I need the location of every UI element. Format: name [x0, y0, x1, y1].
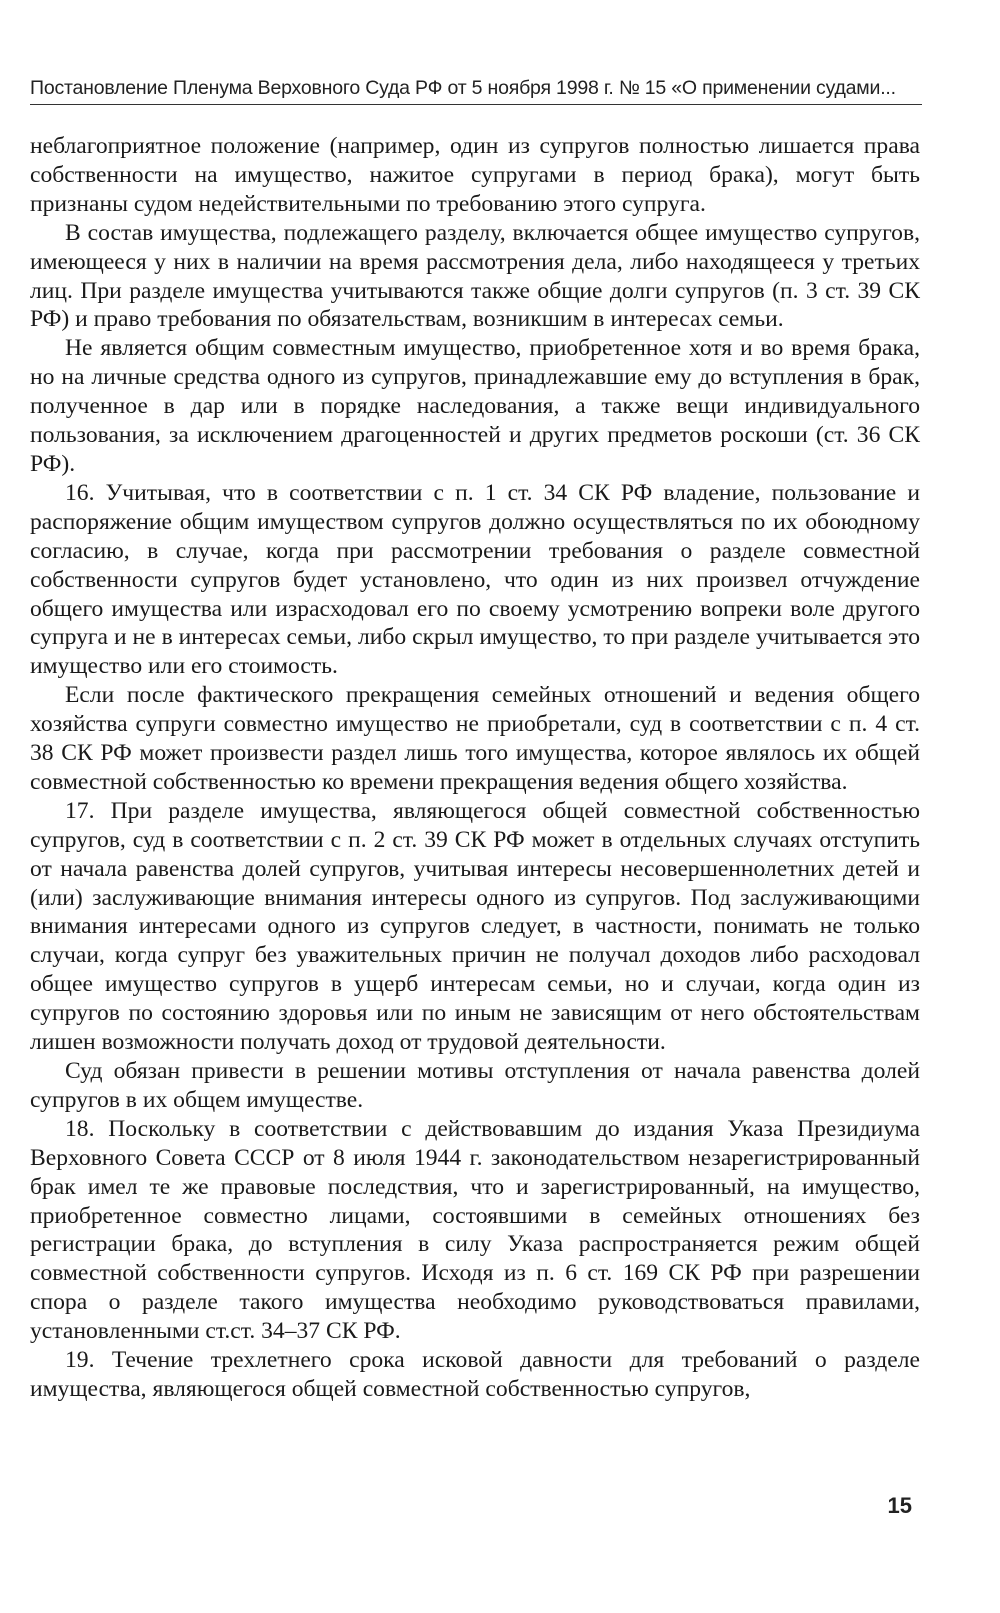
paragraph: 16. Учитывая, что в соответствии с п. 1 ст. 34 СК РФ владение, пользование и распоряжение общим имуществом супругов должно осуществляться по их обоюдному согласию, в случае, когда при рассмотрении требования о разделе совместной собственности супругов будет установлено, что один из них произвел отчуждение общего имущества или израсходовал его по своему усмотрению вопреки воле другого супруга и не в интересах семьи, либо скрыл имущество, то при разделе учитывается это имущество или его стоимость. — [30, 479, 920, 680]
header-divider — [30, 104, 922, 105]
paragraph: Суд обязан привести в решении мотивы отступления от начала равенства долей супругов в их общем имуществе. — [30, 1058, 920, 1113]
body-text — [30, 132, 920, 1404]
running-header: Постановление Пленума Верховного Суда РФ от 5 ноября 1998 г. № 15 «О применении судами... — [30, 77, 896, 99]
paragraph: Не является общим совместным имущество, приобретенное хотя и во время брака, но на личные средства одного из супругов, принадлежавшие ему до вступления в брак, полученное в дар или в порядке наследования, а также вещи индивидуального пользования, за исключением драгоценностей и других предметов роскоши (ст. 36 СК РФ). — [30, 335, 920, 477]
paragraph: 19. Течение трехлетнего срока исковой давности для требований о разделе имущества, являющегося общей совместной собственностью супругов, — [30, 1347, 920, 1402]
paragraph: Если после фактического прекращения семейных отношений и ведения общего хозяйства супруги совместно имущество не приобретали, суд в соответствии с п. 4 ст. 38 СК РФ может произвести раздел лишь того имущества, которое являлось их общей совместной собственностью ко времени прекращения ведения общего хозяйства. — [30, 682, 920, 795]
paragraph: неблагоприятное положение (например, один из супругов полностью лишается права собственности на имущество, нажитое супругами в период брака), могут быть признаны судом недействительными по требованию этого супруга. — [30, 133, 920, 217]
page-number: 15 — [887, 1493, 912, 1518]
paragraph: 18. Поскольку в соответствии с действовавшим до издания Указа Президиума Верховного Совета СССР от 8 июля 1944 г. законодательством незарегистрированный брак имел те же правовые последствия, что и зарегистрированный, на имущество, приобретенное совместно лицами, состоявшими в семейных отношениях без регистрации брака, до вступления в силу Указа распространяется режим общей совместной собственности супругов. Исходя из п. 6 ст. 169 СК РФ при разрешении спора о разделе такого имущества необходимо руководствоваться правилами, установленными ст.ст. 34–37 СК РФ. — [30, 1115, 920, 1345]
paragraph: В состав имущества, подлежащего разделу, включается общее имущество супругов, имеющееся у них в наличии на время рассмотрения дела, либо находящееся у третьих лиц. При разделе имущества учитываются также общие долги супругов (п. 3 ст. 39 СК РФ) и право требования по обязательствам, возникшим в интересах семьи. — [30, 219, 920, 333]
paragraph: 17. При разделе имущества, являющегося общей совместной собственностью супругов, суд в соответствии с п. 2 ст. 39 СК РФ может в отдельных случаях отступить от начала равенства долей супругов, учитывая интересы несовершеннолетних детей и (или) заслуживающие внимания интересы одного из супругов. Под заслуживающими внимания интересами одного из супругов следует, в частности, понимать не только случаи, когда супруг без уважительных причин не получал доходов либо расходовал общее имущество супругов в ущерб интересам семьи, но и случаи, когда один из супругов по состоянию здоровья или по иным не зависящим от него обстоятельствам лишен возможности получать доход от трудовой деятельности. — [30, 797, 920, 1056]
